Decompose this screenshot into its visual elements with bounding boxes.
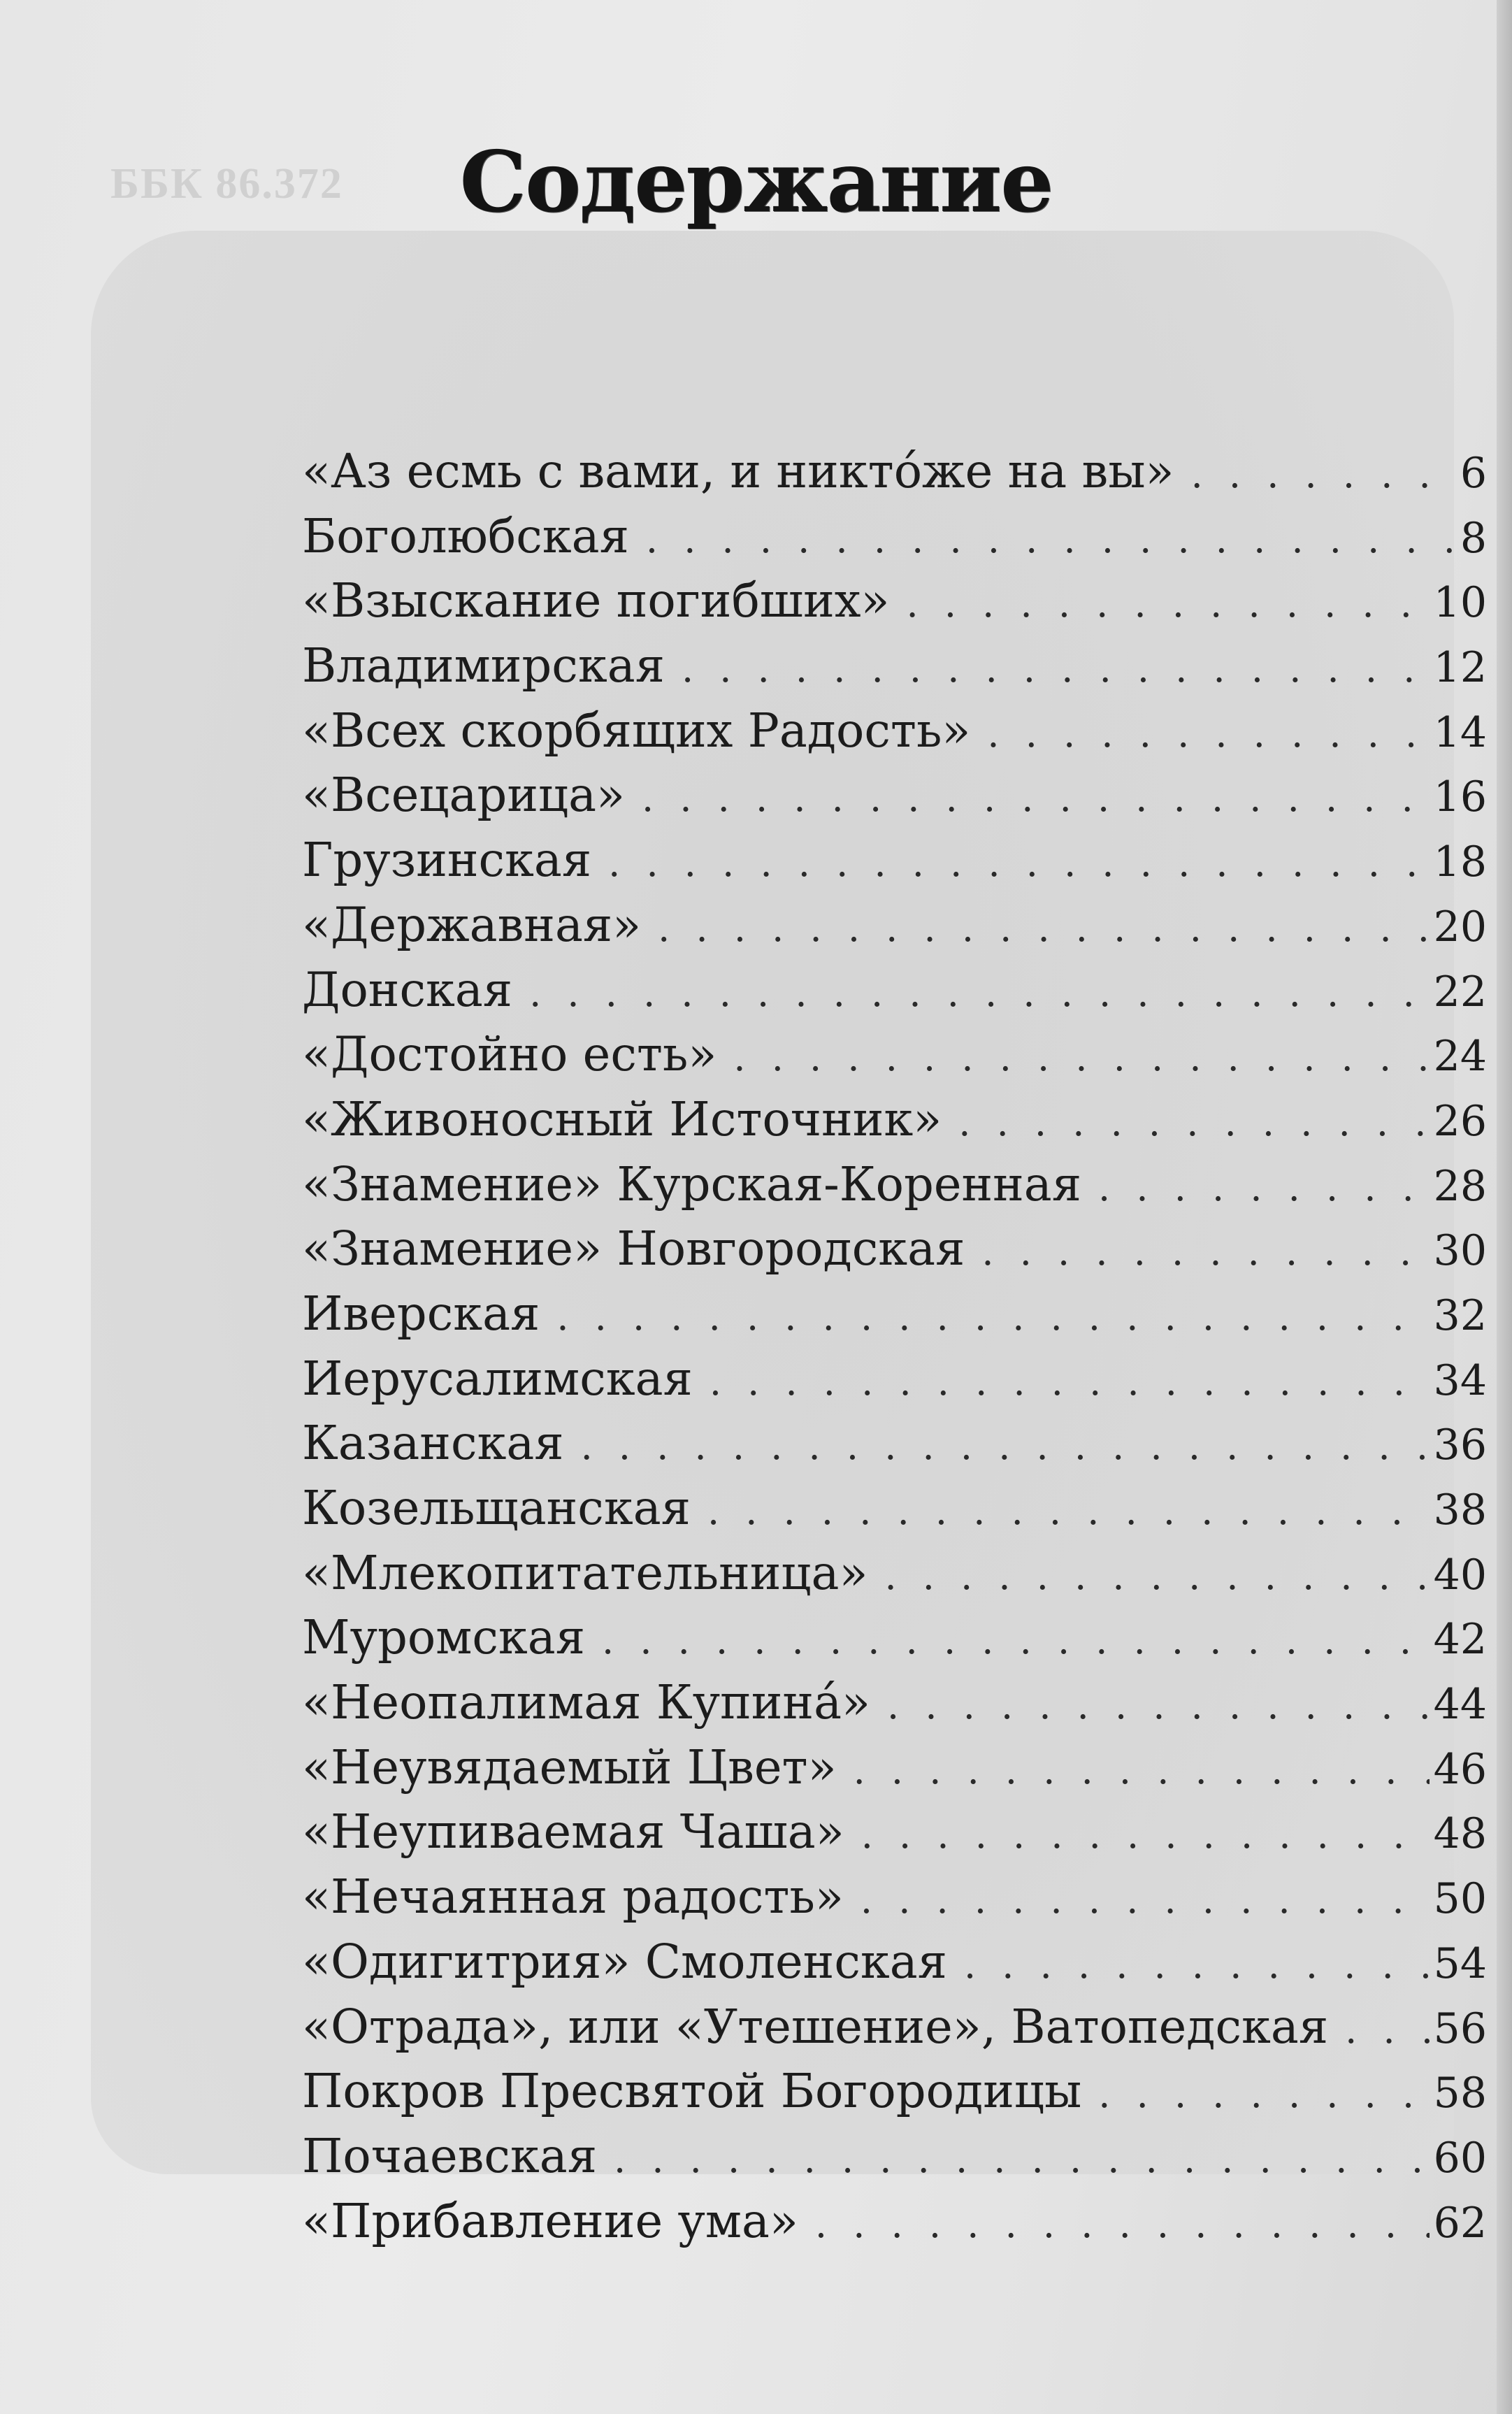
toc-entry-page-number: 58 — [1433, 2069, 1487, 2118]
toc-dot-leader — [1098, 2062, 1429, 2127]
toc-entry — [302, 568, 1487, 633]
toc-dot-leader — [981, 1220, 1429, 1285]
toc-entry-title: «Прибавление ума» — [302, 2193, 798, 2248]
toc-entry-title: Иерусалимская — [302, 1351, 693, 1406]
toc-entry — [302, 633, 1487, 698]
toc-dot-leader — [1191, 443, 1456, 508]
toc-entry-page-number: 54 — [1433, 1939, 1487, 1988]
toc-entry-title: «Млекопитательница» — [302, 1545, 868, 1600]
toc-entry-page-number: 16 — [1433, 773, 1487, 822]
toc-dot-leader — [815, 2192, 1430, 2257]
toc-entry-title: Донская — [302, 962, 513, 1017]
toc-entry-page-number: 10 — [1433, 578, 1487, 628]
toc-entry-title: «Живоносный Источник» — [302, 1091, 942, 1147]
toc-dot-leader — [854, 1739, 1430, 1804]
toc-entry-page-number: 24 — [1433, 1032, 1487, 1082]
toc-entry-title: Грузинская — [302, 833, 592, 888]
toc-entry-title: «Знамение» Курская-Коренная — [302, 1156, 1082, 1212]
toc-entry-page-number: 44 — [1433, 1680, 1487, 1730]
toc-entry-title: «Всех скорбящих Радость» — [302, 703, 971, 758]
toc-entry — [302, 1799, 1487, 1865]
toc-entry-page-number: 56 — [1433, 2004, 1487, 2053]
page-title: Содержание — [459, 133, 1053, 231]
toc-entry — [302, 504, 1487, 569]
toc-entry-title: «Нечаянная радость» — [302, 1869, 844, 1925]
toc-entry-page-number: 22 — [1433, 967, 1487, 1016]
toc-entry — [302, 1995, 1487, 2060]
toc-entry-title: Муромская — [302, 1610, 585, 1665]
toc-entry-title: «Взыскание погибших» — [302, 573, 890, 628]
toc-entry-page-number: 28 — [1433, 1161, 1487, 1211]
toc-dot-leader — [710, 1350, 1430, 1415]
toc-entry-page-number: 32 — [1433, 1291, 1487, 1340]
toc-dot-leader — [682, 637, 1430, 702]
toc-entry-title: «Знамение» Новгородская — [302, 1221, 965, 1277]
toc-entry-page-number: 46 — [1433, 1744, 1487, 1794]
toc-entry-title: Почаевская — [302, 2128, 597, 2183]
toc-entry — [302, 1022, 1487, 1087]
background-catalog-code: ББК 86.372 — [110, 160, 343, 208]
toc-entry-page-number: 48 — [1433, 1809, 1487, 1859]
table-of-contents — [302, 439, 1487, 2253]
toc-dot-leader — [529, 961, 1430, 1026]
toc-entry — [302, 1216, 1487, 1281]
toc-entry-page-number: 34 — [1433, 1356, 1487, 1405]
toc-entry-title: «Неувядаемый Цвет» — [302, 1739, 837, 1795]
toc-entry-page-number: 14 — [1433, 707, 1487, 757]
toc-entry-page-number: 6 — [1460, 449, 1487, 498]
toc-entry — [302, 1865, 1487, 1930]
toc-entry-title: «Всецарица» — [302, 768, 625, 823]
toc-entry-page-number: 30 — [1433, 1226, 1487, 1276]
toc-dot-leader — [958, 1091, 1429, 1156]
toc-entry — [302, 763, 1487, 828]
toc-entry — [302, 893, 1487, 958]
toc-entry-title: «Неупиваемая Чаша» — [302, 1804, 844, 1860]
toc-entry-page-number: 42 — [1433, 1615, 1487, 1665]
toc-entry — [302, 2124, 1487, 2189]
toc-entry-title: «Отрада», или «Утешение», Ватопедская — [302, 1999, 1329, 2054]
toc-dot-leader — [861, 1868, 1430, 1933]
toc-entry-page-number: 50 — [1433, 1874, 1487, 1924]
toc-entry-page-number: 8 — [1460, 513, 1487, 563]
toc-entry — [302, 828, 1487, 893]
toc-dot-leader — [887, 1674, 1430, 1739]
toc-entry-title: Казанская — [302, 1416, 564, 1471]
toc-entry — [302, 1087, 1487, 1152]
toc-entry-page-number: 18 — [1433, 838, 1487, 887]
toc-entry-title: Владимирская — [302, 638, 665, 694]
toc-entry-title: «Неопалимая Купинá» — [302, 1675, 871, 1730]
toc-entry-page-number: 12 — [1433, 643, 1487, 693]
toc-entry — [302, 958, 1487, 1023]
toc-dot-leader — [964, 1933, 1430, 1998]
toc-entry-page-number: 38 — [1433, 1486, 1487, 1535]
toc-entry — [302, 1605, 1487, 1670]
toc-entry-title: Боголюбская — [302, 508, 629, 563]
toc-entry — [302, 1476, 1487, 1541]
toc-dot-leader — [581, 1414, 1430, 1479]
toc-dot-leader — [707, 1479, 1430, 1544]
toc-dot-leader — [861, 1803, 1430, 1868]
toc-entry — [302, 439, 1487, 504]
toc-entry — [302, 1670, 1487, 1735]
toc-entry — [302, 2059, 1487, 2124]
toc-dot-leader — [1098, 1156, 1430, 1221]
toc-entry — [302, 698, 1487, 763]
toc-entry — [302, 1346, 1487, 1411]
toc-dot-leader — [658, 896, 1429, 961]
toc-entry — [302, 1930, 1487, 1995]
toc-entry-page-number: 36 — [1433, 1421, 1487, 1470]
toc-entry-title: Козельщанская — [302, 1481, 691, 1535]
toc-dot-leader — [614, 2127, 1430, 2192]
toc-entry — [302, 2189, 1487, 2254]
toc-entry-page-number: 62 — [1433, 2198, 1487, 2248]
toc-entry-page-number: 40 — [1433, 1550, 1487, 1600]
toc-entry-title: «Достойно есть» — [302, 1027, 717, 1082]
page-edge-shadow — [1497, 0, 1512, 2414]
toc-dot-leader — [987, 702, 1429, 767]
toc-dot-leader — [602, 1609, 1430, 1674]
toc-dot-leader — [907, 572, 1430, 637]
toc-entry — [302, 1541, 1487, 1606]
toc-dot-leader — [884, 1544, 1429, 1609]
toc-dot-leader — [556, 1285, 1429, 1350]
toc-entry-page-number: 26 — [1433, 1096, 1487, 1146]
toc-dot-leader — [733, 1026, 1429, 1091]
toc-entry-title: Покров Пресвятой Богородицы — [302, 2064, 1082, 2119]
toc-entry — [302, 1152, 1487, 1217]
toc-dot-leader — [1345, 1998, 1429, 2063]
toc-entry — [302, 1411, 1487, 1476]
toc-entry-page-number: 20 — [1433, 902, 1487, 951]
toc-dot-leader — [608, 831, 1430, 896]
toc-entry — [302, 1735, 1487, 1800]
toc-entry-page-number: 60 — [1433, 2133, 1487, 2183]
toc-dot-leader — [646, 508, 1456, 573]
toc-entry-title: «Аз есмь с вами, и никтóже на вы» — [302, 444, 1174, 498]
toc-entry-title: «Одигитрия» Смоленская — [302, 1934, 947, 1989]
toc-entry-title: «Державная» — [302, 897, 642, 952]
toc-entry-title: Иверская — [302, 1286, 540, 1341]
toc-entry — [302, 1281, 1487, 1346]
toc-dot-leader — [642, 766, 1430, 831]
